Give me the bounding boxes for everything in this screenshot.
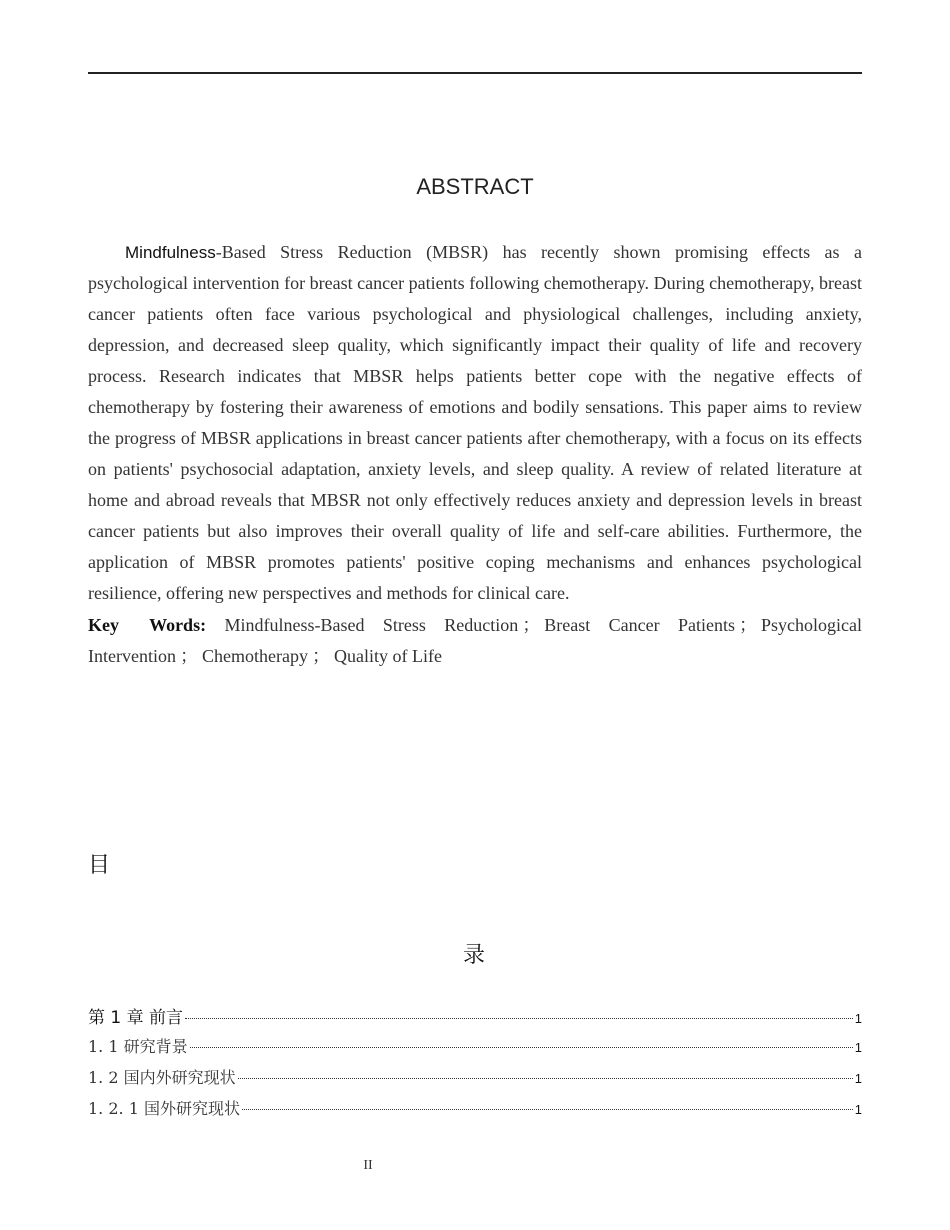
keyword-separator: ； bbox=[522, 615, 541, 635]
keyword-item: Breast Cancer Patients bbox=[544, 615, 736, 635]
keyword-item: Psychological Intervention bbox=[88, 615, 863, 666]
toc-heading-part2: 录 bbox=[463, 943, 486, 968]
toc-entry-title: 1. 1 研究背景 bbox=[88, 1037, 188, 1056]
keyword-item: Chemotherapy bbox=[201, 646, 308, 666]
abstract-heading: ABSTRACT bbox=[416, 174, 534, 199]
toc-entry-chapter-1[interactable] bbox=[88, 1003, 862, 1034]
page-number: II bbox=[363, 1158, 373, 1173]
toc-dot-leader bbox=[238, 1078, 853, 1079]
toc-entry-title: 1. 2 国内外研究现状 bbox=[88, 1068, 236, 1087]
keyword-separator: ； bbox=[311, 646, 330, 666]
toc-entry-section-1-2-1[interactable] bbox=[88, 1096, 862, 1127]
toc-dot-leader bbox=[242, 1109, 853, 1110]
abstract-first-word: Mindfulness bbox=[125, 243, 216, 262]
abstract-text: -Based Stress Reduction (MBSR) has recently shown promising effects as a psychological intervention for breast cancer patients following chemotherapy. During chemotherapy, breast cancer patients often face various psychological and physiological challenges, including anxiety, depression, and decreased sleep quality, which significantly impact their quality of life and recovery process. Research indicates that MBSR helps patients better cope with the negative effects of chemotherapy by fostering their awareness of emotions and bodily sensations. This paper aims to review the progress of MBSR applications in breast cancer patients after chemotherapy, with a focus on its effects on patients' psychosocial adaptation, anxiety levels, and sleep quality. A review of related literature at home and abroad reveals that MBSR not only effectively reduces anxiety and depression levels in breast cancer patients but also improves their overall quality of life and self-care abilities. Furthermore, the application of MBSR promotes patients' positive coping mechanisms and enhances psychological resilience, offering new perspectives and methods for clinical care. bbox=[88, 242, 862, 603]
abstract-body bbox=[88, 237, 862, 609]
table-of-contents bbox=[88, 1003, 862, 1127]
keyword-separator: ； bbox=[179, 646, 198, 666]
keyword-item: Quality of Life bbox=[333, 646, 442, 666]
keyword-separator: ； bbox=[739, 615, 758, 635]
toc-entry-title: 第 1 章 前言 bbox=[88, 1008, 184, 1028]
toc-entry-page: 1 bbox=[854, 1040, 862, 1055]
toc-entry-page: 1 bbox=[854, 1071, 862, 1086]
toc-heading-part1: 目 bbox=[88, 853, 111, 878]
header-rule bbox=[88, 72, 862, 74]
toc-dot-leader bbox=[190, 1047, 853, 1048]
toc-entry-section-1-2[interactable] bbox=[88, 1065, 862, 1096]
toc-entry-title: 1. 2. 1 国外研究现状 bbox=[88, 1099, 240, 1118]
keyword-item: Mindfulness-Based Stress Reduction bbox=[224, 615, 519, 635]
toc-entry-page: 1 bbox=[854, 1102, 862, 1117]
toc-entry-page: 1 bbox=[854, 1011, 862, 1026]
keywords bbox=[88, 610, 862, 672]
toc-entry-section-1-1[interactable] bbox=[88, 1034, 862, 1065]
keywords-label: Key Words: bbox=[88, 615, 207, 635]
toc-dot-leader bbox=[185, 1018, 853, 1019]
